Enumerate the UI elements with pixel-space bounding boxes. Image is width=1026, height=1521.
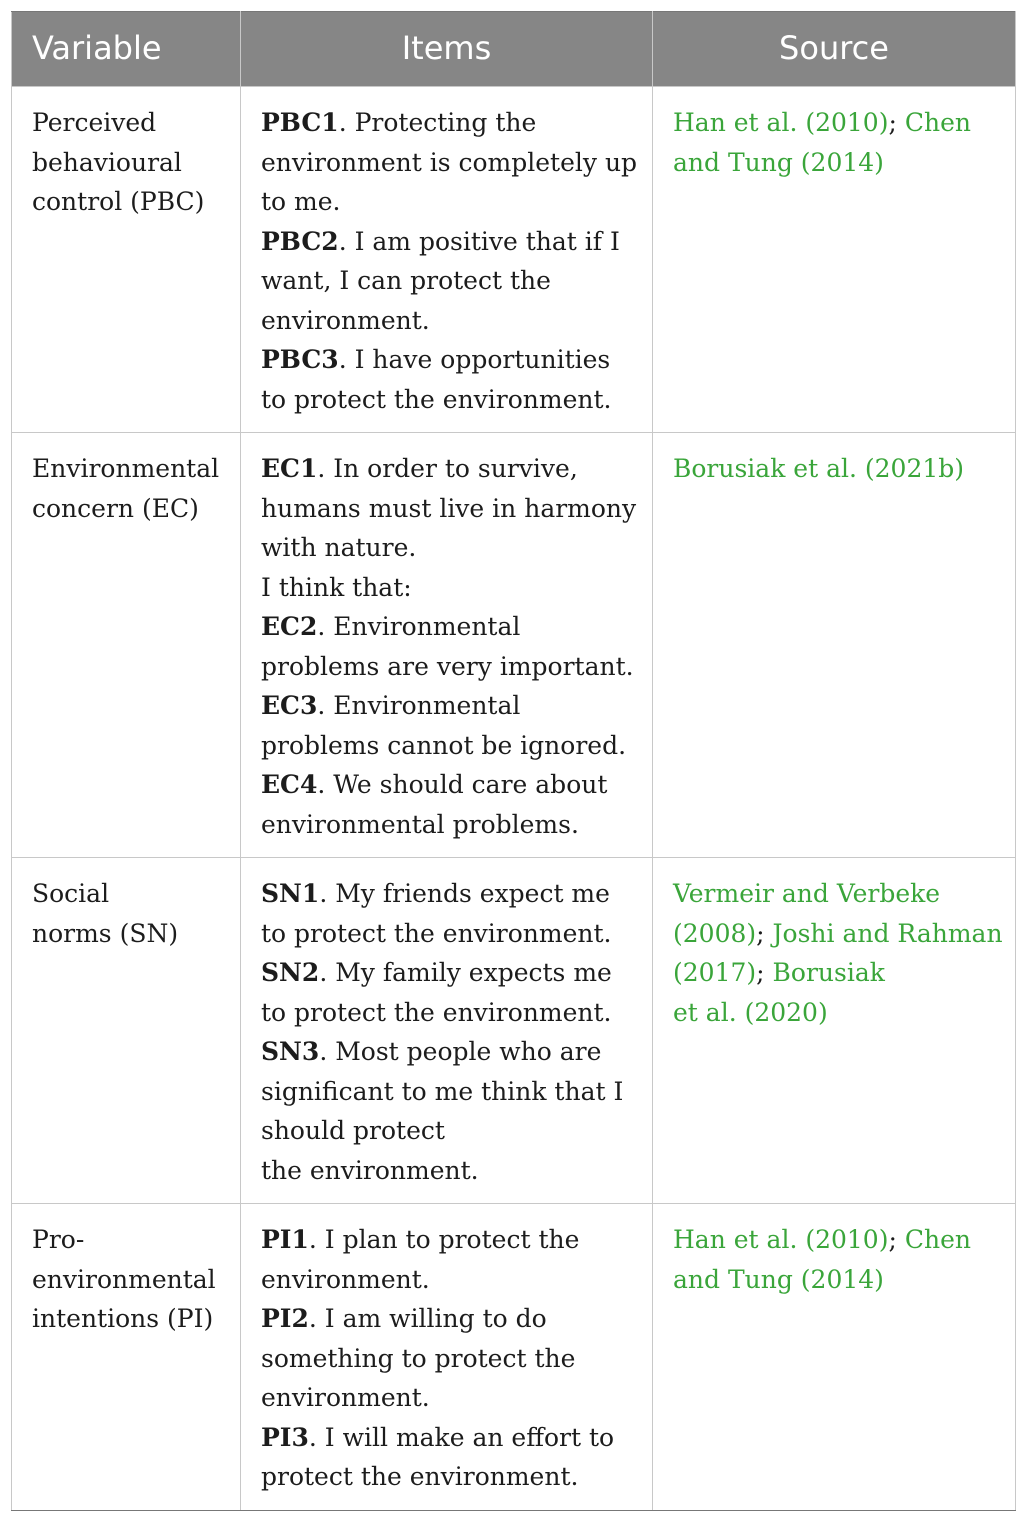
item-code: PBC3 — [261, 345, 339, 374]
header-variable: Variable — [12, 12, 241, 87]
table-row — [12, 1204, 1016, 1511]
item-text: . Protecting the environment is completely up to me. — [261, 108, 638, 216]
variable-cell — [12, 858, 241, 1204]
item-statement — [261, 765, 638, 844]
citation-link[interactable]: Vermeir and Verbeke — [673, 879, 941, 908]
source-line — [673, 914, 1005, 954]
item-code: PI3 — [261, 1422, 309, 1452]
item-code: EC2 — [261, 612, 318, 641]
variable-name-line: concern (EC) — [32, 493, 199, 523]
variable-cell — [12, 433, 241, 858]
item-code: PBC1 — [261, 108, 339, 137]
variable-name-line: behavioural — [32, 147, 182, 177]
item-text: . Most people who are significant to me think that I should protect — [261, 1037, 624, 1145]
header-items: Items — [241, 12, 653, 87]
item-text: . Environmental problems cannot be ignored. — [261, 691, 627, 760]
item-text: . My friends expect me to protect the environment. — [261, 879, 612, 948]
item-statement — [261, 607, 638, 686]
item-statement — [261, 568, 638, 608]
item-text: . We should care about environmental problems. — [261, 770, 608, 839]
item-statement — [261, 874, 638, 953]
citation-separator: ; — [756, 958, 765, 987]
source-line — [673, 1220, 1005, 1260]
item-statement — [261, 449, 638, 568]
citation-link[interactable]: et al. (2020) — [673, 997, 828, 1027]
item-text: . I am willing to do something to protect the environment. — [261, 1304, 576, 1412]
source-cell — [653, 1204, 1016, 1511]
item-statement — [261, 686, 638, 765]
item-text: . Environmental problems are very important. — [261, 612, 634, 681]
source-line — [673, 143, 1005, 183]
citation-separator: ; — [756, 918, 765, 948]
source-cell — [653, 858, 1016, 1204]
item-statement — [261, 1418, 638, 1497]
source-line — [673, 449, 1005, 489]
variable-cell — [12, 1204, 241, 1511]
item-statement — [261, 340, 638, 419]
item-text: . I have opportunities to protect the environment. — [261, 345, 612, 414]
items-cell — [241, 433, 653, 858]
citation-link[interactable]: Joshi and Rahman — [764, 918, 1003, 948]
item-code: PI2 — [261, 1304, 309, 1333]
source-line — [673, 103, 1005, 143]
source-line — [673, 1260, 1005, 1300]
item-code: SN2 — [261, 958, 320, 987]
item-text: . In order to survive, humans must live in harmony with nature. — [261, 454, 637, 562]
item-code: EC1 — [261, 454, 318, 483]
citation-link[interactable]: Han et al. (2010) — [673, 108, 889, 137]
item-text: I think that: — [261, 572, 412, 602]
item-statement — [261, 1032, 638, 1151]
item-code: EC4 — [261, 770, 318, 799]
variable-name-line: Environmental — [32, 454, 220, 483]
source-cell — [653, 433, 1016, 858]
citation-link[interactable]: Borusiak — [764, 958, 885, 987]
item-code: PBC2 — [261, 226, 339, 256]
citation-link[interactable]: Chen — [896, 108, 971, 137]
citation-link[interactable]: and Tung (2014) — [673, 1264, 884, 1294]
source-line — [673, 993, 1005, 1033]
item-text: . I am positive that if I want, I can protect the environment. — [261, 226, 620, 335]
item-text: . I plan to protect the environment. — [261, 1225, 580, 1294]
variable-name-line: norms (SN) — [32, 918, 179, 948]
variable-name-line: Perceived — [32, 108, 157, 137]
item-statement — [261, 103, 638, 222]
items-cell — [241, 87, 653, 433]
item-statement — [261, 222, 638, 341]
table-row — [12, 433, 1016, 858]
items-cell — [241, 858, 653, 1204]
item-statement — [261, 1220, 638, 1299]
variable-cell — [12, 87, 241, 433]
variable-name-line: control (PBC) — [32, 187, 205, 216]
source-line — [673, 953, 1005, 993]
item-code: EC3 — [261, 691, 318, 720]
items-cell — [241, 1204, 653, 1511]
item-code: PI1 — [261, 1225, 309, 1254]
item-code: SN3 — [261, 1037, 320, 1066]
source-line — [673, 874, 1005, 914]
item-statement — [261, 1299, 638, 1418]
variable-name-line: Pro- — [32, 1225, 85, 1254]
item-code: SN1 — [261, 879, 320, 908]
citation-link[interactable]: Borusiak et al. (2021b) — [673, 454, 965, 483]
table-row — [12, 87, 1016, 433]
variables-table — [11, 11, 1016, 1511]
item-statement — [261, 1151, 638, 1191]
table-body — [12, 87, 1016, 1511]
item-text: . My family expects me to protect the environment. — [261, 958, 612, 1027]
variable-name-line: intentions (PI) — [32, 1304, 214, 1333]
citation-link[interactable]: Chen — [896, 1225, 971, 1254]
citation-separator: ; — [888, 1225, 897, 1254]
item-statement — [261, 953, 638, 1032]
item-text: the environment. — [261, 1155, 479, 1185]
header-source: Source — [653, 12, 1016, 87]
citation-link[interactable]: and Tung (2014) — [673, 147, 884, 177]
table-row — [12, 858, 1016, 1204]
item-text: . I will make an effort to protect the environment. — [261, 1422, 615, 1491]
header-row — [12, 12, 1016, 87]
citation-link[interactable]: (2017) — [673, 958, 757, 987]
variable-name-line: environmental — [32, 1264, 216, 1294]
variable-name-line: Social — [32, 879, 110, 908]
citation-link[interactable]: (2008) — [673, 918, 757, 948]
citation-separator: ; — [888, 108, 897, 137]
source-cell — [653, 87, 1016, 433]
citation-link[interactable]: Han et al. (2010) — [673, 1225, 889, 1254]
